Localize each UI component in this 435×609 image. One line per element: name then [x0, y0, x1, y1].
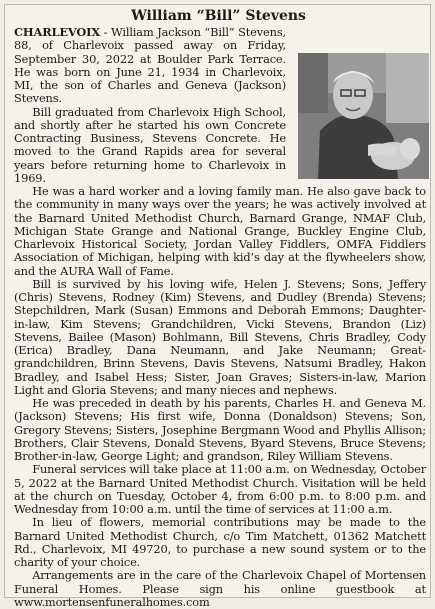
obituary-paragraph: In lieu of flowers, memorial contributions may be made to the Barnard United Methodist Church, c/o Tim Matchett, 01362 Matchett Rd., Charlevoix, MI 49720, to purchase a new sound system or to the charity of your choice.: [14, 515, 426, 569]
obituary-clipping: [4, 4, 431, 609]
obituary-paragraph: He was preceded in death by his parents, Charles H. and Geneva M. (Jackson) Stevens; His first wife, Donna (Donaldson) Stevens; Son, Gregory Stevens; Sisters, Josephine Bergmann Wood and Phyllis Allison; Brothers, Clair Stevens, Donald Stevens, Byard Stevens, Bruce Stevens; Brother-in-law, George Light; and grandson, Riley William Stevens.: [14, 396, 426, 463]
dateline: CHARLEVOIX: [14, 25, 101, 39]
obituary-paragraph: Bill is survived by his loving wife, Helen J. Stevens; Sons, Jeffery (Chris) Stevens, Rodney (Kim) Stevens, and Dudley (Brenda) Stevens; Stepchildren, Mark (Susan) Emmons and Deborah Emmons; Daughter-in-law, Kim Stevens; Grandchildren, Vicki Stevens, Brandon (Liz) Stevens, Bailee (Mason) Bohlmann, Bill Stevens, Chris Bradley, Cody (Erica) Bradley, Dana Neumann, and Jake Neumann; Great-grandchildren, Brinn Stevens, Davis Stevens, Natsumi Bradley, Hakon Bradley, and Isabel Hess; Sister, Joan Graves; Sisters-in-law, Marion Light and Gloria Stevens; and many nieces and nephews.: [14, 276, 426, 397]
paragraph-text: - William Jackson “Bill” Stevens, 88, of Charlevoix passed away on Friday, September 30, 2022 at Boulder Park Terrace. He was born on June 21, 1934 in Charlevoix, MI, the son of Charles and Geneva (Jackson) Stevens.: [14, 25, 286, 106]
obituary-body: [14, 26, 426, 609]
obituary-paragraph: Funeral services will take place at 11:00 a.m. on Wednesday, October 5, 2022 at the Barnard United Methodist Church. Visitation will be held at the church on Tuesday, October 4, from 6:00 p.m. to 8:00 p.m. and Wednesday from 10:00 a.m. until the time of services at 11:00 a.m.: [14, 462, 426, 516]
obituary-paragraph: Arrangements are in the care of the Charlevoix Chapel of Mortensen Funeral Homes. Please sign his online guestbook at www.mortensenfuneralhomes.com: [14, 568, 426, 609]
photo-wrap-spacer: [286, 26, 426, 182]
obituary-paragraph: Bill graduated from Charlevoix High School, and shortly after he started his own Concrete Contracting Business, Stevens Concrete. He moved to the Grand Rapids area for several years before returning home to Charlevoix in 1969.: [14, 104, 286, 185]
obituary-paragraph: He was a hard worker and a loving family man. He also gave back to the community in many ways over the years; he was actively involved at the Barnard United Methodist Church, Barnard Grange, NMAF Club, Michigan State Grange and National Grange, Buckley Engine Club, Charlevoix Historical Society, Jordan Valley Fiddlers, OMFA Fiddlers Association of Michigan, helping with kid’s day at the flywheelers show, and the AURA Wall of Fame.: [14, 184, 426, 278]
obituary-title: William “Bill” Stevens: [131, 8, 306, 24]
